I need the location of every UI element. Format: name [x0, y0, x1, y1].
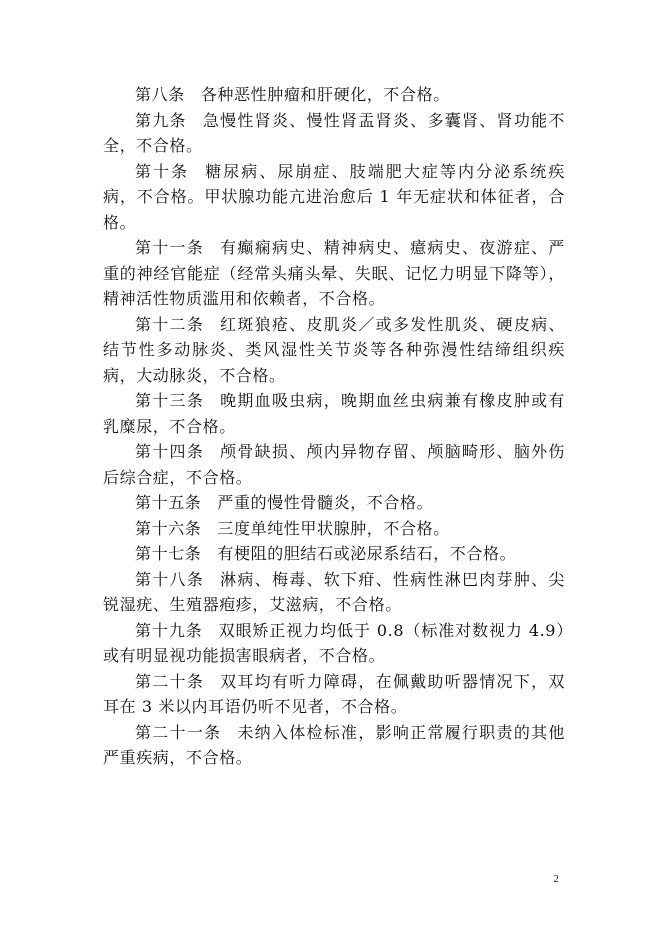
article-text: 有梗阻的胆结石或泌尿系结石，不合格。 [217, 544, 517, 563]
article-text: 颅骨缺损、颅内异物存留、颅脑畸形、脑外伤后综合症，不合格。 [103, 442, 565, 487]
article-number: 第十六条 [135, 518, 202, 538]
article-text: 严重的慢性骨髓炎，不合格。 [217, 493, 434, 512]
article-9 [103, 108, 565, 159]
article-number: 第十八条 [135, 569, 205, 589]
article-number: 第十五条 [135, 493, 202, 512]
article-number: 第二十一条 [135, 722, 222, 742]
article-text: 红斑狼疮、皮肌炎／或多发性肌炎、硬皮病、结节性多动脉炎、类风湿性关节炎等各种弥漫性结缔组织疾病，大动脉炎，不合格。 [103, 314, 565, 385]
article-text: 未纳入体检标准，影响正常履行职责的其他严重疾病，不合格。 [103, 722, 565, 767]
article-text: 三度单纯性甲状腺肿，不合格。 [217, 518, 450, 538]
article-text: 各种恶性肿瘤和肝硬化，不合格。 [200, 85, 450, 104]
article-number: 第十三条 [135, 391, 205, 410]
article-text: 急慢性肾炎、慢性肾盂肾炎、多囊肾、肾功能不全，不合格。 [103, 110, 565, 155]
article-17 [103, 541, 565, 567]
article-number: 第二十条 [135, 671, 205, 691]
article-number: 第十二条 [135, 314, 205, 334]
article-20 [103, 669, 565, 720]
article-19 [103, 618, 565, 669]
article-10 [103, 159, 565, 236]
articles-list [103, 82, 565, 771]
article-number: 第九条 [135, 110, 187, 130]
article-number: 第十九条 [135, 620, 203, 640]
article-15 [103, 490, 565, 516]
article-13 [103, 388, 565, 439]
article-21 [103, 720, 565, 771]
article-number: 第十七条 [135, 544, 202, 563]
article-number: 第十一条 [135, 238, 205, 257]
article-number: 第十条 [135, 161, 190, 181]
article-text: 淋病、梅毒、软下疳、性病性淋巴肉芽肿、尖锐湿疣、生殖器疱疹，艾滋病，不合格。 [103, 569, 565, 614]
article-text: 有癫痫病史、精神病史、癔病史、夜游症、严重的神经官能症（经常头痛头晕、失眠、记忆力明显下降等），精神活性物质滥用和依赖者，不合格。 [103, 238, 565, 308]
article-number: 第八条 [135, 85, 185, 104]
article-14 [103, 439, 565, 490]
article-text: 糖尿病、尿崩症、肢端肥大症等内分泌系统疾病，不合格。甲状腺功能亢进治愈后 1 年无症状和体征者，合格。 [103, 161, 565, 232]
article-8 [103, 82, 565, 108]
article-18 [103, 567, 565, 618]
article-16 [103, 516, 565, 542]
article-11 [103, 235, 565, 312]
article-text: 双耳均有听力障碍，在佩戴助听器情况下，双耳在 3 米以内耳语仍听不见者，不合格。 [103, 671, 565, 716]
article-text: 双眼矫正视力均低于 0.8（标准对数视力 4.9）或有明显视功能损害眼病者，不合格。 [103, 620, 565, 665]
article-12 [103, 312, 565, 389]
article-text: 晚期血吸虫病，晚期血丝虫病兼有橡皮肿或有乳糜尿，不合格。 [103, 391, 565, 436]
page-number: 2 [553, 873, 559, 885]
article-number: 第十四条 [135, 442, 205, 461]
